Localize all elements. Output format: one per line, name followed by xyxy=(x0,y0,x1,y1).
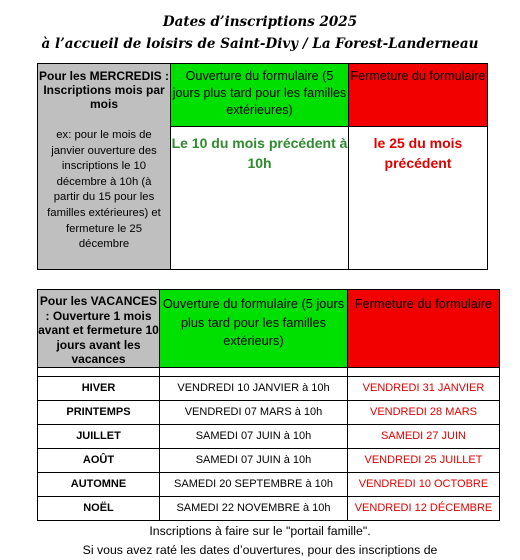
vacances-header: Pour les VACANCES : Ouverture 1 mois avant et fermeture 10 jours avant les vacances xyxy=(38,290,160,368)
table-row xyxy=(38,496,500,520)
mercredis-info-cell xyxy=(38,64,171,270)
mercredis-close-value: le 25 du mois précédent xyxy=(373,135,463,171)
season-cell: NOËL xyxy=(38,496,160,520)
table-row xyxy=(38,448,500,472)
table-row xyxy=(38,376,500,400)
open-date-cell: SAMEDI 20 SEPTEMBRE à 10h xyxy=(160,472,348,496)
mercredis-close-cell xyxy=(349,127,488,270)
open-date-cell: VENDREDI 07 MARS à 10h xyxy=(160,400,348,424)
close-date-cell: VENDREDI 28 MARS xyxy=(348,400,500,424)
mercredis-header: Pour les MERCREDIS : Inscriptions mois par mois xyxy=(38,69,170,111)
vacances-open-header: Ouverture du formulaire (5 jours plus tard pour les familles extérieurs) xyxy=(160,290,348,368)
mercredis-open-cell xyxy=(171,127,349,270)
open-date-cell: SAMEDI 22 NOVEMBRE à 10h xyxy=(160,496,348,520)
season-cell: AOÛT xyxy=(38,448,160,472)
mercredis-open-header: Ouverture du formulaire (5 jours plus tard pour les familles extérieures) xyxy=(171,64,349,127)
page-subtitle: à l’accueil de loisirs de Saint-Divy / La Forest-Landerneau xyxy=(41,36,479,52)
close-date-cell: VENDREDI 25 JUILLET xyxy=(348,448,500,472)
open-date-cell: VENDREDI 10 JANVIER à 10h xyxy=(160,376,348,400)
close-date-cell: VENDREDI 31 JANVIER xyxy=(348,376,500,400)
vacances-close-header: Fermeture du formulaire xyxy=(348,290,500,368)
mercredis-example: ex: pour le mois de janvier ouverture des inscriptions le 10 décembre à 10h (à partir du 15 pour les familles extérieures) et fermeture le 25 décembre xyxy=(47,129,161,251)
open-date-cell: SAMEDI 07 JUIN à 10h xyxy=(160,448,348,472)
close-date-cell: VENDREDI 10 OCTOBRE xyxy=(348,472,500,496)
mercredis-close-header: Fermeture du formulaire xyxy=(349,64,488,127)
mercredis-open-value: Le 10 du mois précédent à 10h xyxy=(171,135,348,171)
close-date-cell: SAMEDI 27 JUIN xyxy=(348,424,500,448)
table-row xyxy=(38,424,500,448)
vacances-table xyxy=(37,289,500,521)
season-cell: JUILLET xyxy=(38,424,160,448)
close-date-cell: VENDREDI 12 DÉCEMBRE xyxy=(348,496,500,520)
table-row xyxy=(38,472,500,496)
page-title: Dates d’inscriptions 2025 xyxy=(162,14,358,30)
season-cell: PRINTEMPS xyxy=(38,400,160,424)
season-cell: AUTOMNE xyxy=(38,472,160,496)
table-row xyxy=(38,400,500,424)
mercredis-table xyxy=(37,63,488,270)
open-date-cell: SAMEDI 07 JUIN à 10h xyxy=(160,424,348,448)
footer-note: Inscriptions à faire sur le "portail famille". xyxy=(149,524,371,538)
season-cell: HIVER xyxy=(38,376,160,400)
footer-note-continued: Si vous avez raté les dates d’ouvertures, pour des inscriptions de xyxy=(82,543,438,557)
table-gap-row xyxy=(38,367,500,376)
